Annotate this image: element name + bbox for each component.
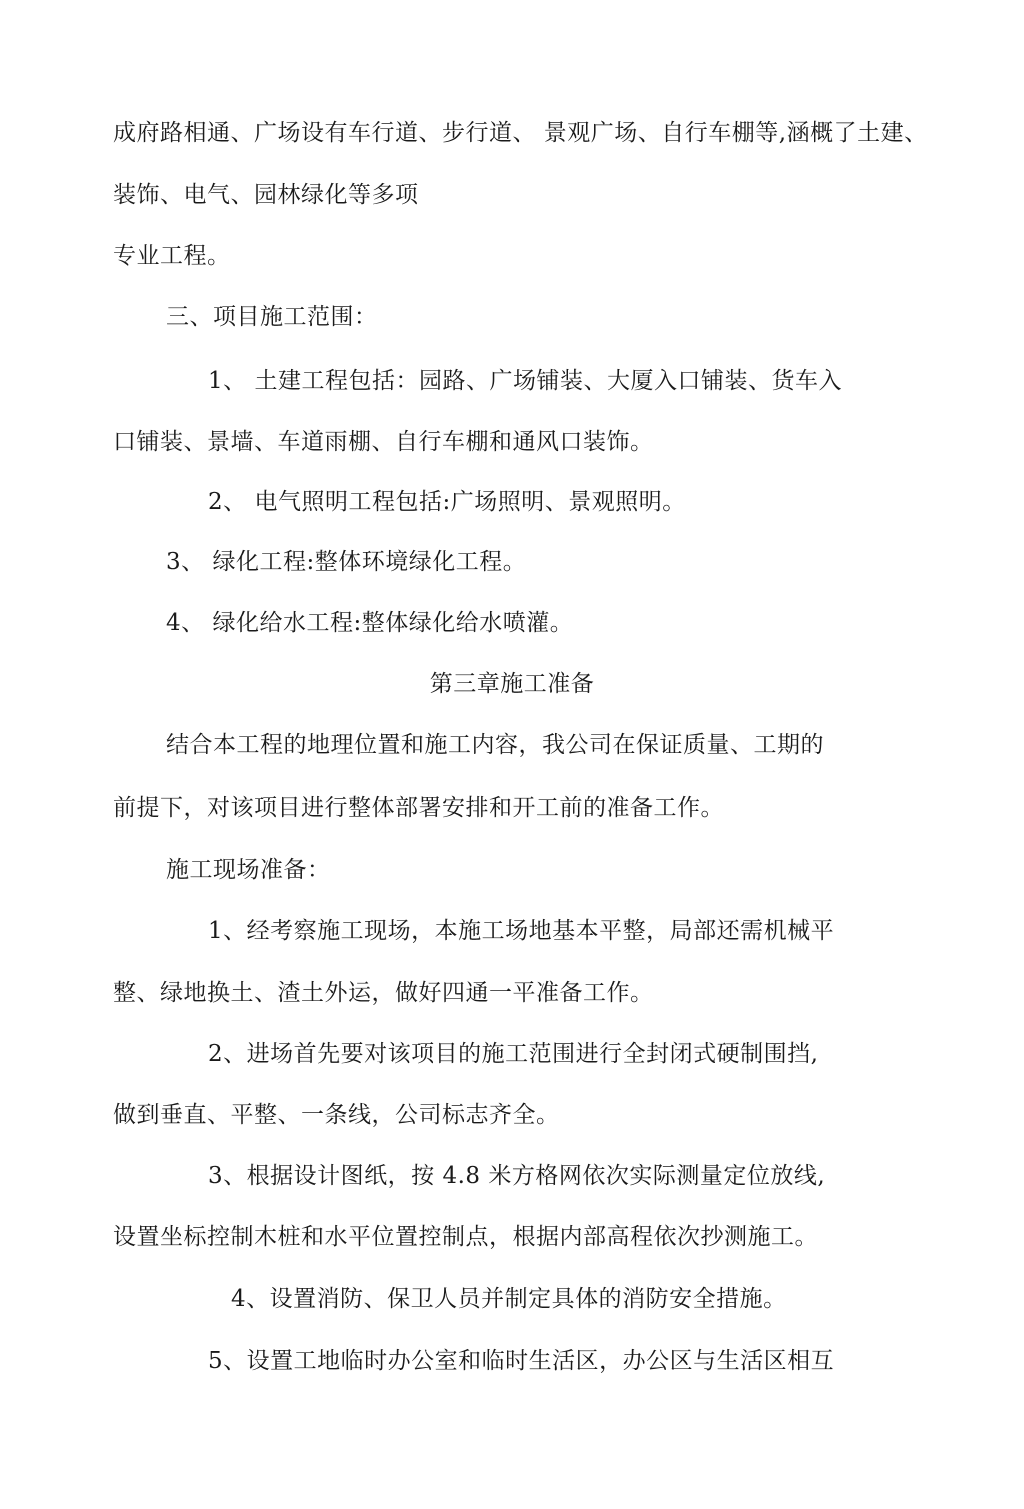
list-item: 1、经考察施工现场，本施工场地基本平整，局部还需机械平 xyxy=(208,918,835,944)
paragraph-line: 设置坐标控制木桩和水平位置控制点，根据内部高程依次抄测施工。 xyxy=(113,1224,818,1250)
list-item: 5、设置工地临时办公室和临时生活区，办公区与生活区相互 xyxy=(208,1348,835,1374)
paragraph-line: 口铺装、景墙、车道雨棚、自行车棚和通风口装饰。 xyxy=(113,429,654,455)
section-heading: 三、项目施工范围： xyxy=(166,304,378,330)
section-heading: 施工现场准备： xyxy=(166,857,331,883)
paragraph-line: 成府路相通、广场设有车行道、步行道、 景观广场、自行车棚等,涵概了土建、 xyxy=(113,120,928,146)
list-item: 2、 电气照明工程包括:广场照明、景观照明。 xyxy=(208,489,686,515)
list-item: 1、 土建工程包括：园路、广场铺装、大厦入口铺装、货车入 xyxy=(208,368,842,394)
list-item: 4、 绿化给水工程:整体绿化给水喷灌。 xyxy=(166,610,574,636)
paragraph-line: 前提下，对该项目进行整体部署安排和开工前的准备工作。 xyxy=(113,795,724,821)
paragraph-line: 装饰、电气、园林绿化等多项 xyxy=(113,182,419,208)
paragraph-line: 整、绿地换土、渣土外运，做好四通一平准备工作。 xyxy=(113,980,654,1006)
list-item: 3、根据设计图纸，按 4.8 米方格网依次实际测量定位放线, xyxy=(208,1163,826,1189)
list-item: 3、 绿化工程:整体环境绿化工程。 xyxy=(166,549,527,575)
paragraph-line: 做到垂直、平整、一条线，公司标志齐全。 xyxy=(113,1102,560,1128)
paragraph-line: 专业工程。 xyxy=(113,243,231,269)
list-item: 2、进场首先要对该项目的施工范围进行全封闭式硬制围挡, xyxy=(208,1041,819,1067)
paragraph-line: 结合本工程的地理位置和施工内容，我公司在保证质量、工期的 xyxy=(166,732,824,758)
list-item: 4、设置消防、保卫人员并制定具体的消防安全措施。 xyxy=(231,1286,787,1312)
chapter-title: 第三章施工准备 xyxy=(429,671,595,697)
